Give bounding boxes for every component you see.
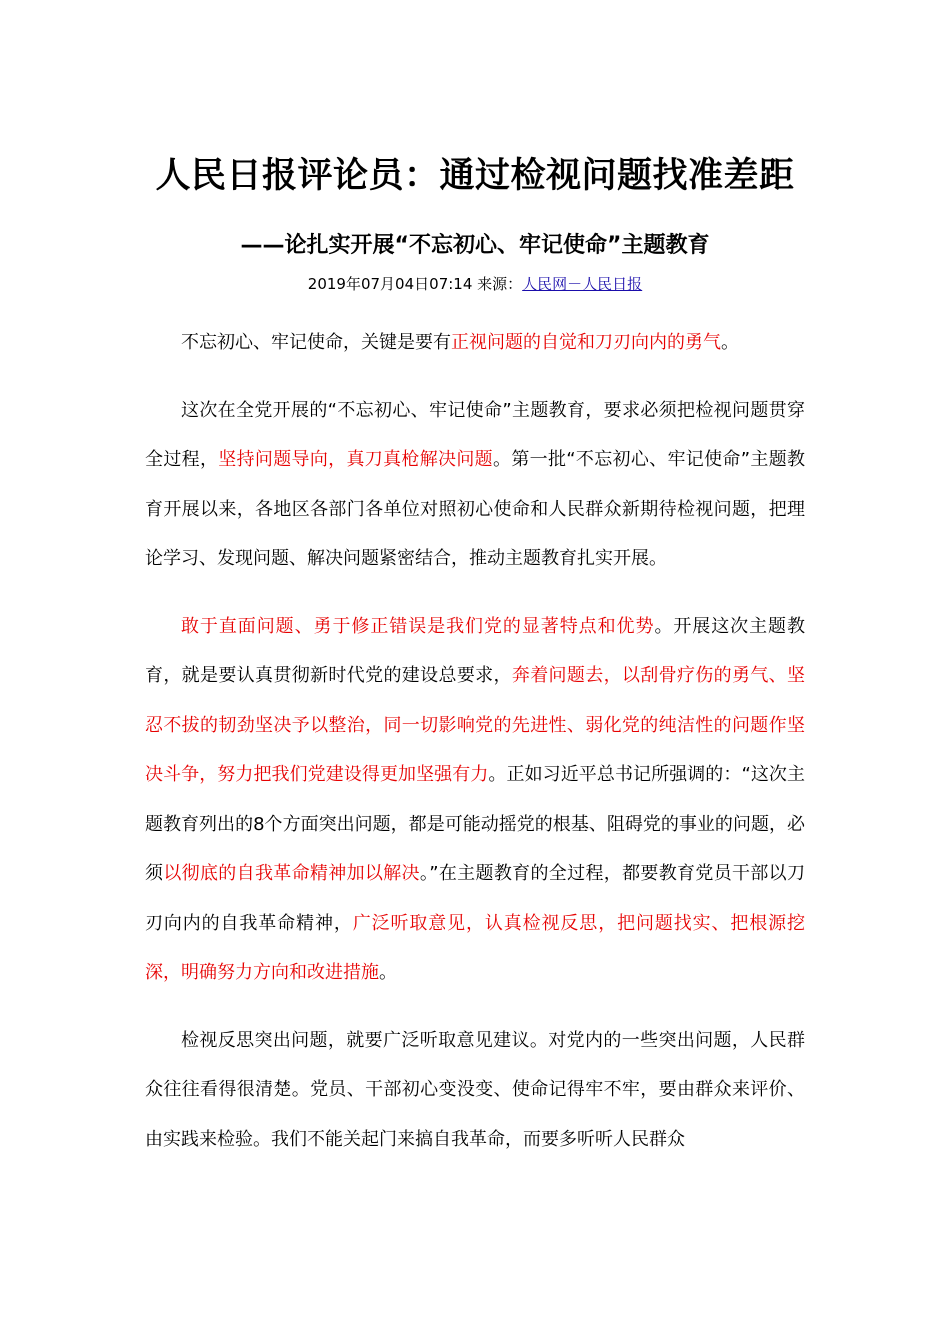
highlighted-text: 敢于直面问题、勇于修正错误是我们党的显著特点和优势 (181, 615, 655, 637)
paragraph-text: 。开展这次主题教育，就是要认真贯彻新时代党的建设总要求， (145, 615, 805, 686)
article-subtitle: ——论扎实开展“不忘初心、牢记使命”主题教育 (240, 233, 710, 258)
paragraph-text: 检视反思突出问题，就要广泛听取意见建议。对党内的一些突出问题，人民群众往往看得很清楚。党员、干部初心变没变、使命记得牢不牢，要由群众来评价、由实践来检验。我们不能关起门来搞自我革命，而要多听听人民群众 (145, 1029, 805, 1150)
paragraph-1 (145, 318, 805, 368)
paragraph-3 (145, 602, 805, 998)
highlighted-text: 以彻底的自我革命精神加以解决 (163, 863, 420, 884)
paragraph-text: 。”在主题教育的全过程，都要教育党员干部以刀刃向内的自我革命精神， (145, 863, 806, 934)
source-label: 来源： (477, 275, 523, 293)
paragraph-4 (145, 1016, 805, 1165)
highlighted-text: 广泛听取意见，认真检视反思，把问题找实、把根源挖深，明确努力方向和改进措施 (145, 912, 806, 983)
paragraph-text: 。 (379, 962, 397, 983)
highlighted-text: 奔着问题去，以刮骨疗伤的勇气、坚忍不拔的韧劲坚决予以整治，同一切影响党的先进性、弱化党的纯洁性的问题作坚决斗争，努力把我们党建设得更加坚强有力 (145, 665, 806, 785)
article-title: 人民日报评论员：通过检视问题找准差距 (155, 156, 795, 196)
highlighted-text: 坚持问题导向，真刀真枪解决问题 (218, 449, 493, 470)
paragraph-text: 。正如习近平总书记所强调的：“这次主题教育列出的8个方面突出问题，都是可能动摇党的根基、阻碍党的事业的问题，必须 (145, 764, 806, 884)
highlighted-text: 正视问题的自觉和刀刃向内的勇气 (451, 332, 721, 353)
paragraph-text: 。第一批“不忘初心、牢记使命”主题教育开展以来，各地区各部门各单位对照初心使命和人民群众新期待检视问题，把理论学习、发现问题、解决问题紧密结合，推动主题教育扎实开展。 (145, 449, 806, 569)
article-body (145, 318, 805, 1182)
publish-date: 2019年07月04日07:14 (307, 275, 473, 293)
paragraph-text: 不忘初心、牢记使命，关键是要有 (181, 332, 451, 353)
paragraph-text: 这次在全党开展的“不忘初心、牢记使命”主题教育，要求必须把检视问题贯穿全过程， (145, 399, 805, 470)
article-meta (0, 272, 950, 296)
paragraph-2 (145, 386, 805, 584)
source-link[interactable]: 人民网－人民日报 (522, 275, 643, 293)
paragraph-text: 。 (721, 332, 739, 353)
